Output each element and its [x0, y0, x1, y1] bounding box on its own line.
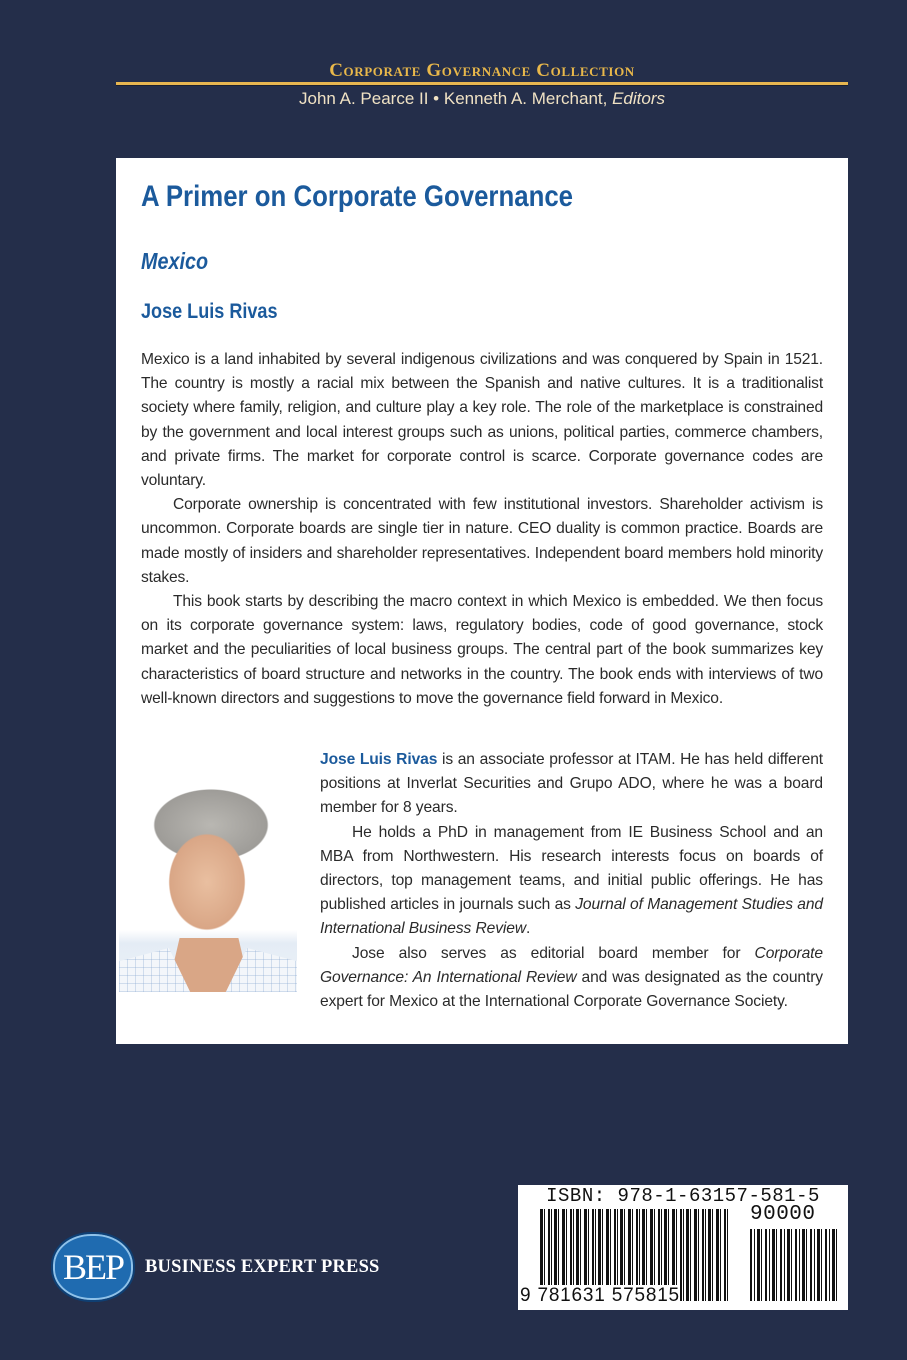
bep-logo-icon: BEP	[51, 1232, 135, 1302]
isbn-label: ISBN: 978-1-63157-581-5	[546, 1185, 820, 1207]
bio-text-2: He holds a PhD in management from IE Business School and an MBA from Northwestern. His research interests focus on boards of directors, top management teams, and initial public offerings. He has published articles in journals such as	[320, 823, 823, 914]
bio-journal-title: Corporate Governance: An International Review	[320, 944, 823, 986]
price-code: 90000	[750, 1203, 816, 1226]
description-paragraph: Corporate ownership is concentrated with few institutional investors. Shareholder activism is uncommon. Corporate boards are single tier in nature. CEO duality is common practice. Boards are made mostly of insiders and shareholder representatives. Independent board members hold minority stakes.	[141, 496, 823, 586]
ean-digits	[520, 1285, 680, 1307]
addon-barcode-bars-icon	[750, 1229, 840, 1301]
bio-text-1: is an associate professor at ITAM. He has held different positions at Inverlat Securities and Grupo ADO, where he was a board member for 8 years.	[320, 751, 824, 817]
publisher-block	[51, 1232, 380, 1302]
bio-paragraph	[320, 748, 823, 821]
bio-text-3-end: and was designated as the country expert for Mexico at the International Corporate Governance Society.	[320, 968, 823, 1011]
bio-journals: Journal of Management Studies and International Business Review	[320, 896, 823, 938]
author-photo	[119, 770, 297, 992]
description-paragraph: This book starts by describing the macro context in which Mexico is embedded. We then focus on its corporate governance system: laws, regulatory bodies, code of good governance, stock market and the peculiarities of local business groups. The central part of the book summarizes key characteristics of board structure and networks in the country. The book ends with interviews of two well-known directors and suggestions to move the governance field forward in Mexico.	[141, 593, 823, 707]
publisher-name: BUSINESS EXPERT PRESS	[145, 1256, 380, 1277]
series-editors	[116, 89, 848, 109]
gold-divider	[116, 82, 848, 85]
content-panel	[116, 158, 848, 1044]
bio-paragraph	[320, 942, 823, 1015]
book-subtitle: Mexico	[141, 248, 209, 274]
bio-author-name: Jose Luis Rivas	[320, 751, 438, 768]
author-bio	[320, 748, 823, 1014]
bio-text-3: Jose also serves as editorial board member for	[352, 944, 755, 962]
editors-suffix: Editors	[612, 89, 665, 108]
isbn-barcode	[518, 1185, 848, 1310]
book-author: Jose Luis Rivas	[141, 300, 278, 323]
bio-paragraph	[320, 821, 823, 942]
ean-digits-text: 9 781631 575815	[520, 1285, 680, 1306]
bio-text-2-end: .	[526, 920, 531, 938]
book-description	[141, 348, 823, 711]
description-paragraph: Mexico is a land inhabited by several indigenous civilizations and was conquered by Spain in 1521. The country is mostly a racial mix between the Spanish and native cultures. It is a traditionalist society where family, religion, and culture play a key role. The role of the marketplace is constrained by the government and local interest groups such as unions, political parties, commerce chambers, and private firms. The market for corporate control is scarce. Corporate governance codes are voluntary.	[141, 351, 823, 490]
series-title: Corporate Governance Collection	[329, 60, 635, 81]
book-title: A Primer on Corporate Governance	[141, 180, 574, 213]
editors-names: John A. Pearce II • Kenneth A. Merchant,	[298, 89, 608, 108]
